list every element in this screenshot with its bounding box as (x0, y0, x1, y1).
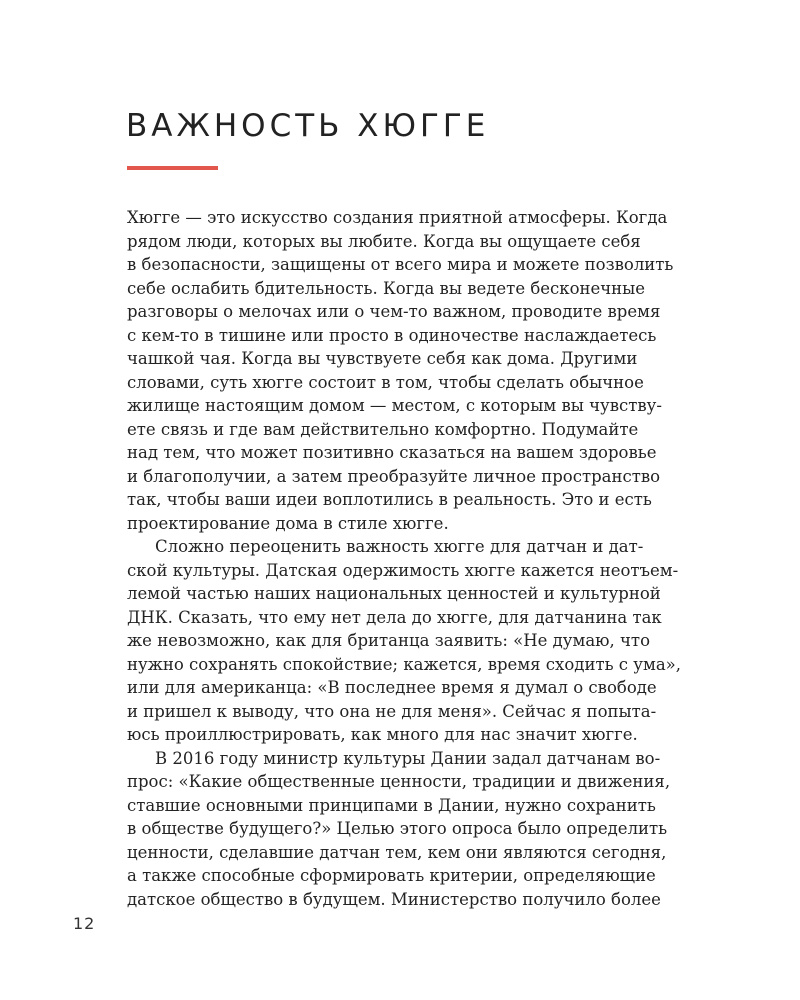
text-line: В 2016 году министр культуры Дании задал датчанам во- (155, 748, 661, 768)
text-line: так, чтобы ваши идеи воплотились в реальность. Это и есть (127, 490, 652, 509)
text-line: нужно сохранять спокойствие; кажется, время сходить с ума», (127, 654, 682, 674)
text-line: и пришел к выводу, что она не для меня». Сейчас я попыта- (127, 701, 657, 721)
text-line: Сложно переоценить важность хюгге для датчан и дат- (155, 537, 644, 556)
text-line: жилище настоящим домом — местом, с которым вы чувству- (127, 396, 662, 415)
text-line: проектирование дома в стиле хюгге. (127, 513, 449, 533)
text-line: в обществе будущего?» Целью этого опроса было определить (127, 819, 668, 838)
text-line: рядом люди, которых вы любите. Когда вы ощущаете себя (127, 231, 641, 251)
title-accent-rule (127, 166, 218, 170)
page-number: 12 (73, 914, 96, 933)
chapter-title: ВАЖНОСТЬ ХЮГГЕ (126, 108, 490, 144)
text-line: лемой частью наших национальных ценностей и культурной (127, 584, 661, 603)
text-line: юсь проиллюстрировать, как много для нас значит хюгге. (127, 725, 638, 744)
body-text (127, 206, 682, 911)
text-line: разговоры о мелочах или о чем-то важном, проводите время (127, 302, 661, 321)
text-line: чашкой чая. Когда вы чувствуете себя как дома. Другими (127, 349, 638, 368)
text-line: и благополучии, а затем преобразуйте личное пространство (127, 466, 661, 486)
text-line: в безопасности, защищены от всего мира и можете позволить (127, 255, 674, 274)
text-line: прос: «Какие общественные ценности, традиции и движения, (127, 772, 671, 791)
text-line: ценности, сделавшие датчан тем, кем они являются сегодня, (127, 842, 667, 862)
text-line: или для американца: «В последнее время я думал о свободе (127, 678, 657, 697)
text-line: ставшие основными принципами в Дании, нужно сохранить (127, 795, 656, 815)
text-line: ДНК. Сказать, что ему нет дела до хюгге, для датчанина так (127, 607, 662, 627)
text-line: ской культуры. Датская одержимость хюгге кажется неотъем- (127, 560, 679, 580)
text-line: датское общество в будущем. Министерство получило более (127, 889, 661, 909)
text-line: ете связь и где вам действительно комфортно. Подумайте (127, 419, 639, 439)
text-line: Хюгге — это искусство создания приятной атмосферы. Когда (127, 208, 668, 227)
text-line: с кем-то в тишине или просто в одиночестве наслаждаетесь (127, 325, 657, 345)
text-line: над тем, что может позитивно сказаться на вашем здоровье (127, 443, 657, 462)
text-line: а также способные сформировать критерии, определяющие (127, 866, 656, 885)
text-line: себе ослабить бдительность. Когда вы ведете бесконечные (127, 278, 646, 298)
text-line: словами, суть хюгге состоит в том, чтобы сделать обычное (127, 372, 644, 392)
text-line: же невозможно, как для британца заявить: «Не думаю, что (127, 631, 650, 650)
